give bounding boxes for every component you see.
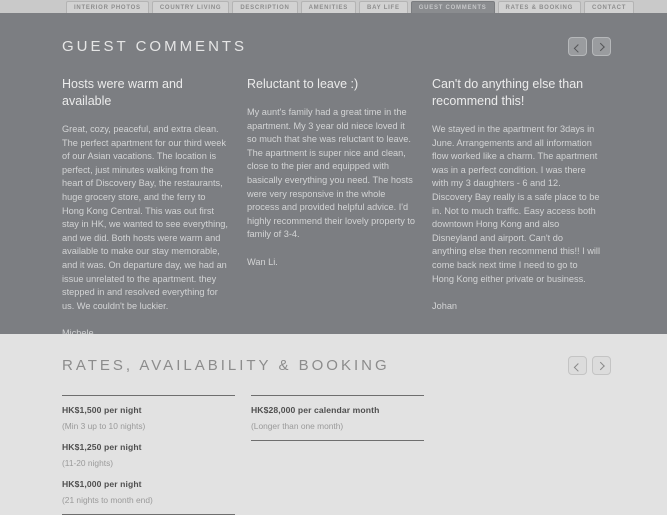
guest-comment-author: Wan Li. bbox=[247, 256, 278, 267]
tab-guest-comments[interactable]: GUEST COMMENTS bbox=[411, 1, 495, 13]
rate-note: (21 nights to month end) bbox=[62, 495, 153, 505]
rate-price: HK$1,000 per night bbox=[62, 479, 142, 489]
chevron-right-icon bbox=[596, 361, 604, 369]
guest-comments-list bbox=[62, 76, 611, 341]
rate-price: HK$1,500 per night bbox=[62, 405, 142, 415]
rule-divider bbox=[251, 395, 424, 396]
tab-country-living[interactable]: COUNTRY LIVING bbox=[152, 1, 230, 13]
rate-price: HK$1,250 per night bbox=[62, 442, 142, 452]
tab-rates-and-booking[interactable]: RATES & BOOKING bbox=[498, 1, 581, 13]
guest-comment-card bbox=[432, 76, 600, 341]
chevron-left-icon bbox=[573, 363, 581, 371]
rates-next-button[interactable] bbox=[592, 356, 611, 375]
guest-comment-card bbox=[62, 76, 230, 341]
rates-nightly-column bbox=[62, 395, 235, 515]
tab-description[interactable]: DESCRIPTION bbox=[232, 1, 297, 13]
guest-comment-body: My aunt's family had a great time in the apartment. My 3 year old niece loved it so much that she was reluctant to leave. The apartment is super nice and clean, close to the pier and equipped with basically everything you need. The hosts were very responsive in the whole process and provided helpful advice. I'd highly recommend their lovely property to family of 3-4. bbox=[247, 107, 416, 240]
rate-note: (11-20 nights) bbox=[62, 458, 114, 468]
rates-title: RATES, AVAILABILITY & BOOKING bbox=[62, 357, 390, 374]
guest-comment-author: Johan bbox=[432, 301, 458, 312]
rule-divider bbox=[251, 440, 424, 441]
guest-comment-heading: Can't do anything else than recommend this! bbox=[432, 77, 584, 108]
rates-header bbox=[62, 356, 611, 375]
rate-note: (Longer than one month) bbox=[251, 421, 344, 431]
rates-monthly-column bbox=[251, 395, 424, 515]
rate-price: HK$28,000 per calendar month bbox=[251, 405, 380, 415]
tab-bay-life[interactable]: BAY LIFE bbox=[359, 1, 408, 13]
guest-comments-section bbox=[0, 13, 667, 334]
chevron-right-icon bbox=[596, 42, 604, 50]
rule-divider bbox=[62, 395, 235, 396]
rates-carousel-controls bbox=[568, 356, 611, 375]
guest-comments-header bbox=[62, 37, 611, 56]
rates-columns bbox=[62, 395, 611, 515]
guest-comments-prev-button[interactable] bbox=[568, 37, 587, 56]
tab-contact[interactable]: CONTACT bbox=[584, 1, 634, 13]
guest-comment-card bbox=[247, 76, 415, 341]
guest-comments-carousel-controls bbox=[568, 37, 611, 56]
guest-comments-next-button[interactable] bbox=[592, 37, 611, 56]
rate-note: (Min 3 up to 10 nights) bbox=[62, 421, 146, 431]
tab-interior-photos[interactable]: INTERIOR PHOTOS bbox=[66, 1, 149, 13]
main-tab-bar bbox=[0, 0, 667, 13]
rates-prev-button[interactable] bbox=[568, 356, 587, 375]
guest-comment-body: We stayed in the apartment for 3days in June. Arrangements and all information flow worked like a charm. The apartment was in a perfect condition. I was there with my 3 daughters - 6 and 12. Discovery Bay really is a safe place to be in. Not to much traffic. Easy access both downtown Hong Kong and also Disneyland and airport. Can't do anything else then recommend this!! I will come back next time I need to go to Hong Kong either private or business. bbox=[432, 124, 601, 284]
tab-amenities[interactable]: AMENITIES bbox=[301, 1, 356, 13]
guest-comments-title: GUEST COMMENTS bbox=[62, 38, 248, 55]
guest-comment-heading: Hosts were warm and available bbox=[62, 77, 183, 108]
guest-comment-heading: Reluctant to leave :) bbox=[247, 77, 359, 91]
guest-comment-body: Great, cozy, peaceful, and extra clean. The perfect apartment for our third week of our Asian vacations. The location is perfect, just minutes walking from the heart of Discovery Bay, the restaurants, huge grocery store, and the ferry to Hong Kong Central. This was out first stay in HK, we wanted to see everything, and we did. Both hosts were warm and available to make our stay memorable, and it was. On departure day, we had an issue unrelated to the apartment. they stepped in and resolved everything for us. We couldn't be luckier. bbox=[62, 124, 228, 311]
rates-section bbox=[0, 334, 667, 505]
chevron-left-icon bbox=[573, 44, 581, 52]
